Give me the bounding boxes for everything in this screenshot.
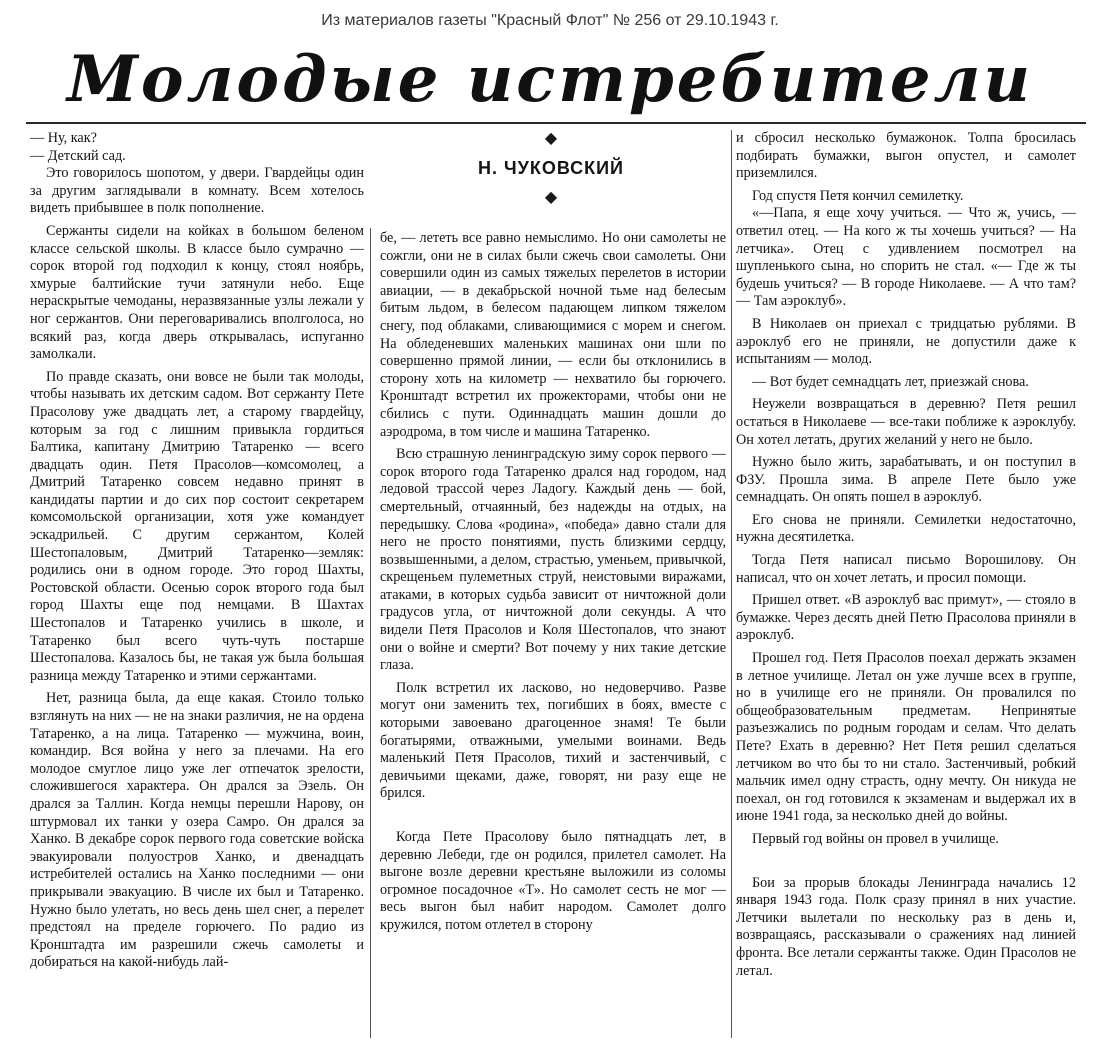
paragraph: и сбросил несколько бумажонок. Толпа бросилась подбирать бумажки, выгон опустел, и самолет приземлился. — [736, 130, 1076, 182]
paragraph: — Вот будет семнадцать лет, приезжай снова. — [752, 373, 1029, 390]
paragraph: Полк встретил их ласково, но недоверчиво. Разве могут они заменить тех, погибших в боях, вместе с которыми завоевано драгоценное знамя! Те были богатырями, отважными, умелыми воинами. Ведь маленький Петя Прасолов, тихий и застенчивый, с девичьими щеками, даже, говорят, ни разу еще не брился. — [380, 679, 726, 802]
byline-block — [376, 130, 726, 225]
column-divider — [370, 228, 371, 1038]
source-caption: Из материалов газеты "Красный Флот" № 256 от 29.10.1943 г. — [321, 12, 779, 29]
article-column-3 — [736, 130, 1076, 1042]
paragraph: Тогда Петя написал письмо Ворошилову. Он написал, что он хочет летать, и просил помощи. — [736, 552, 1076, 586]
paragraph: Пришел ответ. «В аэроклуб вас примут», — стояло в бумажке. Через десять дней Петю Прасолова приняли в аэроклуб. — [736, 592, 1076, 644]
article-column-2 — [380, 230, 726, 1042]
paragraph: бе, — лететь все равно немыслимо. Но они самолеты не сожгли, они не в силах были сжечь свои самолеты. Они совершили один из самых тяжелых перелетов в истории авиации, — в декабрьской ночной тьме над белесым битым льдом, в белесом падающем липком тяжелом снегу, под облаками, сливающимися с морем и снегом. На обледеневших маленьких машинах они шли по совершенно прямой линии, — если бы отклонились в сторону хоть на километр — нехватило бы горючего. Кронштадт встретил их прожекторами, чтобы они не сбились с пути. Одиннадцать машин дошли до аэродрома, в том числе и машина Татаренко. — [380, 230, 726, 440]
paragraph: По правде сказать, они вовсе не были так молоды, чтобы называть их детским садом. Вот сержанту Пете Прасолову уже двадцать лет, а старому гвардейцу, которым за год с лишним привыкла гордиться Балтика, капитану Дмитрию Татаренко — всего двадцать один. Петя Прасолов—комсомолец, а Дмитрий Татаренко совсем недавно принят в кандидаты партии и до сих пор состоит секретарем комсомольской организации, хотя уже командует эскадрильей. С другим сержантом, Колей Шестопаловым, Дмитрий Татаренко—земляк: родились они в одном городе. Это город Шахты, Ростовской области. Осенью сорок второго года был город Шахты еще под немцами. В Шахтах Шестопалов и Татаренко учились в школе, и Татаренко был всего чуть-чуть постарше Шестопалова. Казалось бы, не такая уж была большая разница между Татаренко и этими сержантами. — [30, 368, 364, 684]
paragraph: В Николаев он приехал с тридцатью рублями. В аэроклуб его не приняли, не допустили даже к испытаниям — молод. — [736, 315, 1076, 368]
paragraph: Всю страшную ленинградскую зиму сорок первого — сорок второго года Татаренко дрался над городом, над ледовой трассой через Ладогу. Каждый день — бой, смертельный, отчаянный, без надежды на отдых, на передышку. Слова «родина», «победа» давно стали для него не просто понятиями, пусть близкими сердцу, возвышенными, а делом, страстью, уменьем, привычкой, скрещеньем пулеметных струй, неистовыми виражами, атаками, в которых судьба зависит от ничтожной доли градусов угла, от ничтожной доли секунды. А что видели Петя Прасолов и Коля Шестопалов, что знают они о войне и смерти? Вот почему у них такие детские глаза. — [380, 446, 726, 674]
ornament-icon: ◆ — [544, 130, 558, 147]
paragraph: — Детский сад. — [30, 147, 126, 164]
paragraph: Его снова не приняли. Семилетки недостаточно, нужна десятилетка. — [736, 511, 1076, 546]
article-column-1 — [30, 130, 364, 1042]
paragraph: Год спустя Петя кончил семилетку. — [752, 187, 964, 204]
paragraph: «—Папа, я еще хочу учиться. — Что ж, учись, — ответил отец. — На кого ж ты хочешь учиться? — На летчика». Отец с удивлением посмотрел на шупленького сына, но спорить не стал. «— Где ж ты будешь учиться? — В городе Николаеве. — А что там? — Там аэроклуб». — [736, 205, 1076, 310]
paragraph: Это говорилось шопотом, у двери. Гвардейцы один за другим заглядывали в комнату. Всем хотелось видеть прибывшее в полк пополнение. — [30, 165, 364, 217]
paragraph: Нет, разница была, да еще какая. Стоило только взглянуть на них — не на знаки различия, не на ордена Татаренко, а на лица. Татаренко — мужчина, воин, командир. Вся война у него за плечами. На его молодое смуглое лицо уже лег отпечаток зрелости, сложившегося характера. Он дрался за Эзель. Он дрался за Таллин. Когда немцы перешли Нарову, он штурмовал их танки у озера Самро. Он дрался за Ханко. В декабре сорок первого года советские войска эвакуировали полуостров Ханко, и двенадцать истребителей остались на Ханко последними — они прикрывали эвакуацию. В числе их был и Татаренко. Нужно было улетать, но весь день шел снег, а перелет предстоял на пределе горючего. По радио из Кронштадта им разрешили сжечь самолеты и добираться на какой-нибудь лай- — [30, 690, 364, 971]
ornament-icon: ◆ — [544, 189, 558, 206]
paragraph: Прошел год. Петя Прасолов поехал держать экзамен в летное училище. Летал он уже лучше всех в группе, но в училище его не приняли. Он провалился по общеобразовательным предметам. Непринятые разъезжались по родным городам и селам. Что делать Пете? Ехать в деревню? Нет Петя решил сделаться летчиком во что бы то ни стало. Застенчивый, робкий мальчик имел одну страсть, одну мечту. Он никуда не поехал, он год готовился к экзаменам и выдержал их в июне 1941 года, за несколько дней до войны. — [736, 650, 1076, 825]
paragraph: Первый год войны он провел в училище. — [752, 830, 999, 847]
paragraph: Нужно было жить, зарабатывать, и он поступил в ФЗУ. Прошла зима. В апреле Пете было уже семнадцать. Он опять пошел в аэроклуб. — [736, 454, 1076, 506]
article-headline: Молодые истребители — [67, 42, 1033, 117]
paragraph-spacer — [380, 803, 726, 829]
paragraph-spacer — [736, 849, 1076, 875]
paragraph: — Ну, как? — [30, 130, 97, 146]
paragraph: Бои за прорыв блокады Ленинграда начались 12 января 1943 года. Полк сразу принял в них участие. Летчики вылетали по нескольку раз в день и, возвращаясь, рассказывали о сражениях над линией фронта. Все летали сержанты также. Один Прасолов не летал. — [736, 874, 1076, 979]
author-byline: Н. ЧУКОВСКИЙ — [477, 158, 624, 178]
column-divider — [731, 130, 732, 1038]
paragraph: Неужели возвращаться в деревню? Петя решил остаться в Николаеве — все-таки поближе к аэроклубу. Он хотел летать, других желаний у него не было. — [736, 396, 1076, 448]
paragraph: Сержанты сидели на койках в большом беленом классе сельской школы. В классе было сумрачно — сорок второй год подходил к концу, стоял ноябрь, хмурые балтийские тучи затянули небо. Еще нераскрытые чемоданы, неразвязанные узлы лежали у ног сержантов. Они переговаривались вполголоса, но всякий раз, когда дверь открывалась, испуганно замолкали. — [30, 222, 364, 363]
headline-rule — [26, 122, 1086, 124]
paragraph: Когда Пете Прасолову было пятнадцать лет, в деревню Лебеди, где он родился, прилетел самолет. На выгоне возле деревни крестьяне выложили из соломы огромное посадочное «Т». Но самолет сесть не мог — весь выгон был набит народом. Самолет долго кружился, потом отлетел в сторону — [380, 829, 726, 933]
